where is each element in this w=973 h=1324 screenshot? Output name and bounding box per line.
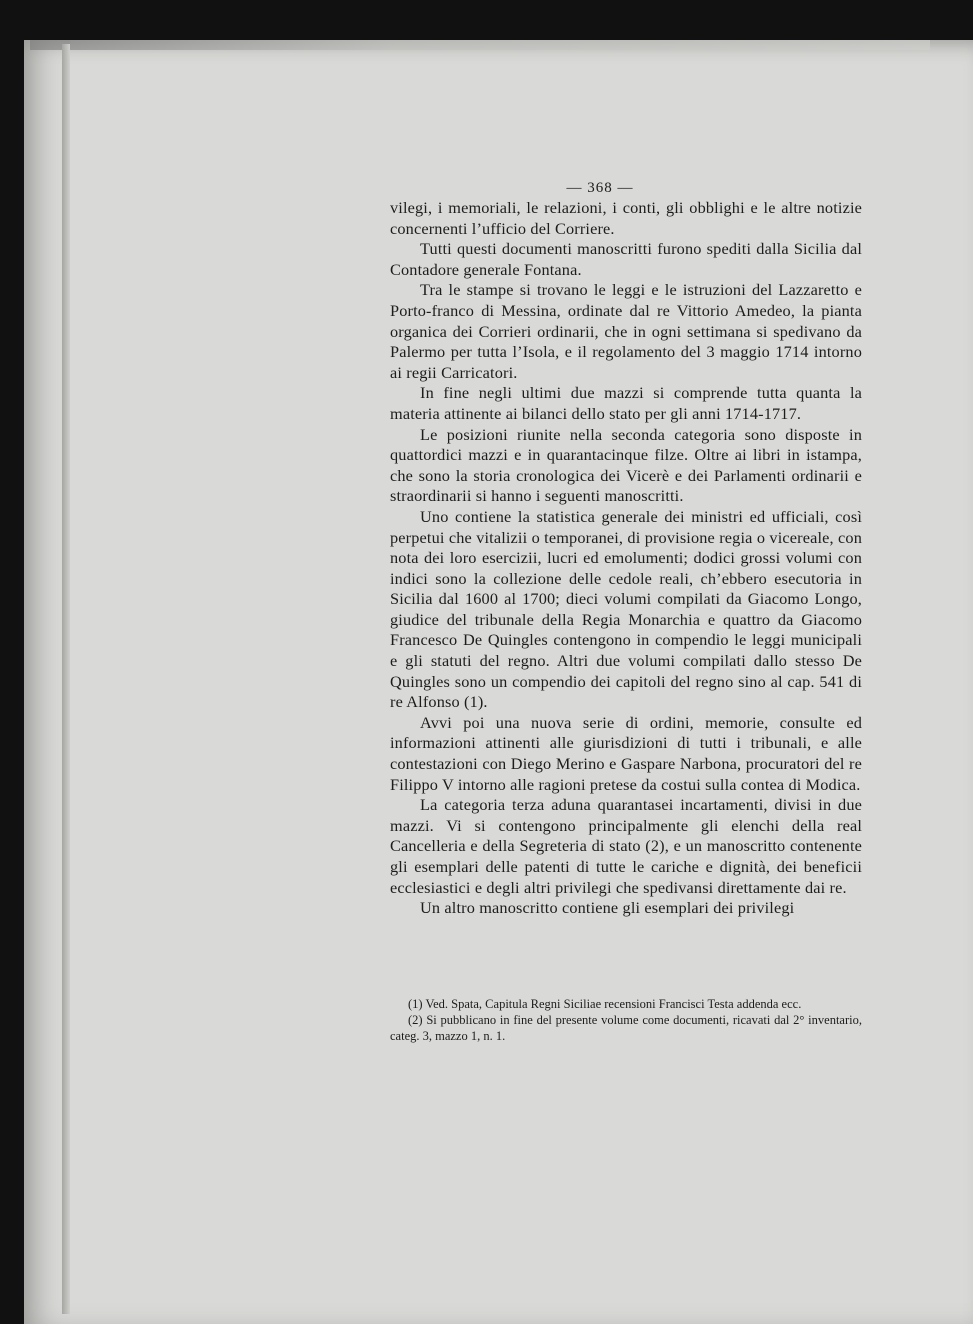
- paragraph: Un altro manoscritto contiene gli esemplari dei privilegi: [420, 898, 795, 918]
- body-text: [390, 198, 862, 919]
- footnotes: [390, 996, 862, 1044]
- paragraph: In fine negli ultimi due mazzi si comprende tutta quanta la materia attinente ai bilanci dello stato per gli anni 1714-1717.: [390, 383, 862, 423]
- paragraph: Le posizioni riunite nella seconda categoria sono disposte in quattordici mazzi e in quarantacinque filze. Oltre ai libri in istampa, che sono la storia cronologica dei Vicerè e dei Parlamenti ordinarii e straordinarii si hanno i seguenti manoscritti.: [390, 424, 862, 506]
- paragraph: Uno contiene la statistica generale dei ministri ed ufficiali, così perpetui che vitalizii o temporanei, di provisione regia o vicereale, con nota dei loro esercizii, lucri ed emolumenti; dodici grossi volumi con indici sono la collezione delle cedole reali, ch’ebbero esecutoria in Sicilia dal 1600 al 1700; dieci volumi compilati da Giacomo Longo, giudice del tribunale della Regia Monarchia e quattro da Giacomo Francesco De Quingles contengono in compendio le leggi municipali e gli statuti del regno. Altri due volumi compilati dallo stesso De Quingles sono un compendio dei capitoli del regno sino al cap. 541 di re Alfonso (1).: [390, 506, 862, 712]
- page-top-shadow: [30, 40, 930, 50]
- footnote: (1) Ved. Spata, Capitula Regni Siciliae recensioni Francisci Testa addenda ecc.: [408, 997, 802, 1011]
- page-gutter-edge: [62, 44, 70, 1314]
- page-number: — 368 —: [566, 180, 634, 196]
- paragraph: Avvi poi una nuova serie di ordini, memorie, consulte ed informazioni attinenti alle giurisdizioni di tutti i tribunali, e alle contestazioni con Diego Merino e Gaspare Narbona, procuratori del re Filippo V intorno alle ragioni pretese da costui sulla contea di Modica.: [390, 712, 862, 794]
- paragraph: La categoria terza aduna quarantasei incartamenti, divisi in due mazzi. Vi si contengono principalmente gli elenchi della real Cancelleria e della Segreteria di stato (2), e un manoscritto contenente gli esemplari delle patenti di tutte le cariche e dignità, dei beneficii ecclesiastici e degli altri privilegi che spedivansi direttamente dai re.: [390, 795, 862, 897]
- paragraph: Tra le stampe si trovano le leggi e le istruzioni del Lazzaretto e Porto-franco di Messina, ordinate dal re Vittorio Amedeo, la pianta organica dei Corrieri ordinarii, che in ogni settimana si spedivano da Palermo per tutta l’Isola, e il regolamento del 3 maggio 1714 intorno ai regii Carricatori.: [390, 280, 862, 382]
- paragraph: vilegi, i memoriali, le relazioni, i conti, gli obblighi e le altre notizie concernenti l’ufficio del Corriere.: [390, 198, 862, 238]
- paragraph: Tutti questi documenti manoscritti furono spediti dalla Sicilia dal Contadore generale Fontana.: [390, 239, 862, 279]
- footnote: (2) Si pubblicano in fine del presente volume come documenti, ricavati dal 2° inventario, categ. 3, mazzo 1, n. 1.: [390, 1013, 862, 1043]
